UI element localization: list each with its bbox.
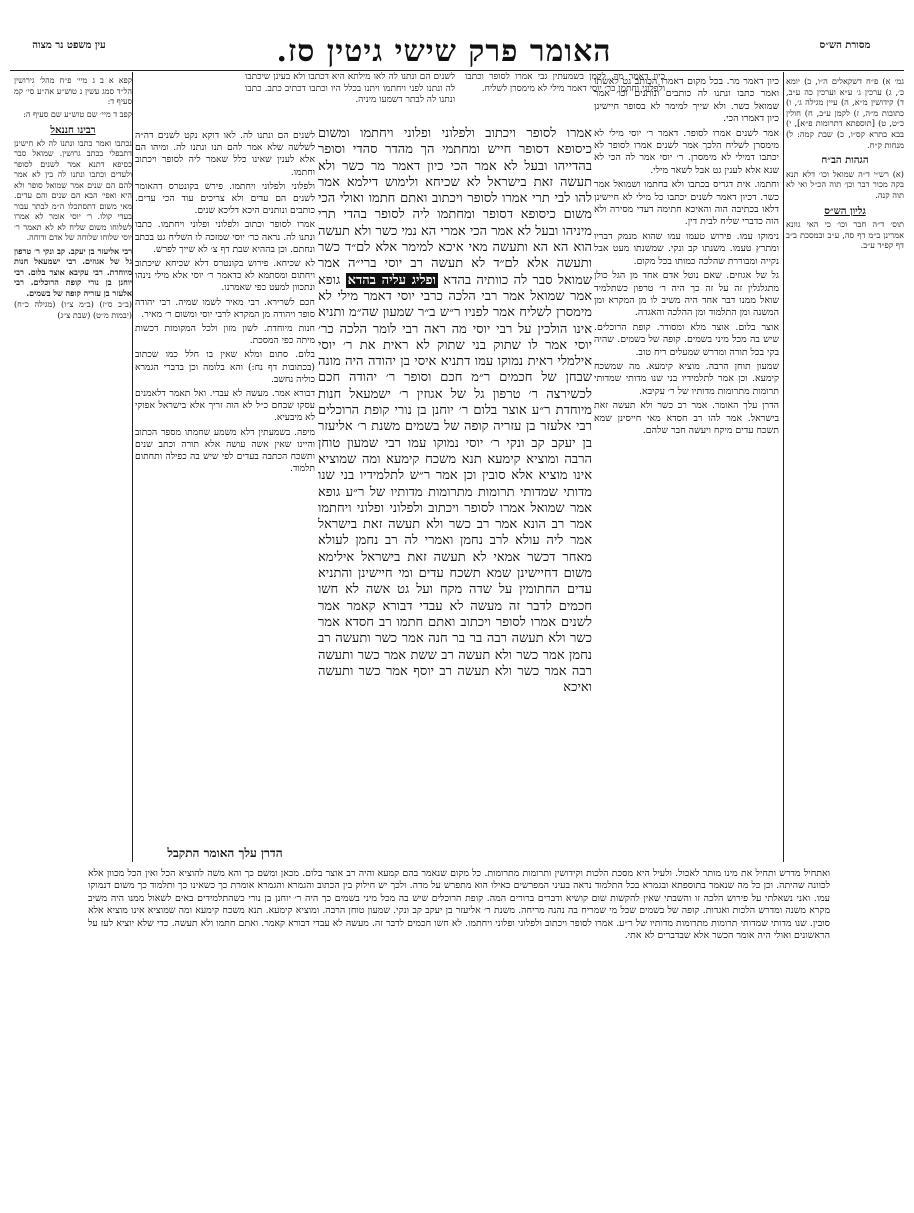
haghot-title: הגהות הב״ח <box>821 155 869 167</box>
ein-mishpat-entry-2: קפב ד מיי׳ שם טוש״ע שם סעיף ה: <box>23 109 132 119</box>
rashi-paragraph: שמעון תוחן הרבה. מוציא קימעא. מה שמשכח קימעא. וכן אמר לתלמידיו בני שנו מדותי שמדותי תרומות מתרומות מדותיו של ר׳ עקיבא. <box>594 360 779 397</box>
tosafot-header-right-text: כיון דאמר מר. לקמן בשמעתין גבי אמרו לסופר וכתבו ולפלוני וחתמו כר׳ יוסי דאמר מילי לא מימסרן לשליח. <box>465 72 665 94</box>
ein-mishpat-entry: קפא א ב ג מיי׳ פ״ח מהל׳ גירושין הל״ד סמג עשין נ טוש״ע אה״ע סי׳ קמ סעיף ד: <box>14 76 132 106</box>
rashi-paragraph: אוצר בלום. אוצר מלא ומסודר. קופת הרוכלים. שיש בה מכל מיני בשמים. קופה של בשמים. שהיה בקי בכל תורה ומדרש שמעלים ריח טוב. <box>594 321 779 358</box>
tosafot-paragraph: ולפלוני ולפלוני ויחתמו. פירש בקונטרס דהאומר לשנים הם עדים ולא צריכים עוד הכי עדים. כותבים ונותנים היכא דליכא שנים. <box>135 180 315 217</box>
tosafot-header-left <box>245 72 455 132</box>
gemara-text-top: אמרו לסופר ויכתוב ולפלוני ופלוני ויחתמו ומשום כיסופא דסופר חייש ומחתמי הך מהדר סהדי וסופר בהדייהו ובעל לא אמר הכי כיון דאמר מר כשר ולא תעשה זאת בישראל לא שכיחא ולימוש דילמא אמר להו לבי תרי אמרו לסופר ויכתוב ואתם חתמו ואולי הכי משום כיסופא דסופר ומחתמו ליה לסופר בהדי תרי מיניהו ובעל לא אמר הכי אמרי הא נמי כשר ולא תעשה הוא הא הא ותעשה מאי איכא למימר אלא לם״ד כשר ותעשה אלא לם״ד לא תעשה רב יוסי ברי״ה אמר שמואל סבר לה כוותיה בהדא <box>318 126 592 288</box>
gilyon-text: תוס׳ ד״ה חבר וכו׳ כי האי גוונא אמרינן ב״מ דף סה, ע״ב ובמסכת ב״ב דף קפ״ד ע״ב. <box>786 219 904 251</box>
tosafot-paragraph: אמרו לסופר וכתוב ולפלוני ופלוני ויחתמו. כתבו ונתנו לה. נראה כר׳ יוסי שמזכה לו השליח גט בכתב ונחתם. וכן בההיא שבת דף צ׳ לא שייך לפרש. <box>135 219 315 255</box>
bottom-commentary <box>88 868 830 1203</box>
rabbenu-chananel-text: נכתבו ואמר כתבו ונתנו לה לא חישינן דתבפלי בכתב גרושין. שמואל סבר כסיפא דתנא אמר לשנים לסופר ולעדים וכתבו ונתנו לה בין לא אמר להם הם שנים אמר שמואל סופר ולא היא ואפי׳ הבא הם שנים והם עדים. מאי משום דתסתכלו ה״מ לבתר עבור בעדי קולו. ר׳ יוסי אומר לא אמרו לשלוחו משום שליח לא לא תאמר ר׳ יוסי שלוחו שלוחה של אדם ודוחה. <box>14 138 132 242</box>
masoret-text: גמ׳ א) פ״ח דשקאלים ה״ו, ב) יומא כ׳, ג) ערכין ג׳ ע״א וערכין כה ע״ב, ד) קידושין מ״א, ה) עיין מגילה ג׳, ו) כתובות מ״ה, ז) לקמן ע״ב, ח) חולין כ״ט, ט) [תוספתא דתרומות פ״א], י) בבא בתרא קס״ו, כ) שבת קמה: ל) מנחות ק״ח. <box>786 76 904 150</box>
rabbenu-chananel-title: רבינו חננאל <box>50 125 96 136</box>
tosafot-paragraph: בלום. סתום ומלא שאין בו חלל כמו שכתוב (בכתובות דף נח:) והא בלומה וכן בדברי הגמרא כוליה נחשב. <box>135 349 315 385</box>
masoret-hashas-heading: מסורת הש״ס <box>819 40 871 51</box>
tosafot-paragraph: חנות מיוחדת. לשון מזון ולכל המקומות דכשות מיתה כפי המסכת. <box>135 323 315 347</box>
rashi-paragraph: הדרן עלך האומר. אמר רב כשר ולא תעשה זאת בישראל. אמר להו רב חסדא מאי חייסינן שמא תשכח עדים מיקח ויעשה חבר שלהם. <box>594 400 779 436</box>
rashi-paragraph: כיון דאמר מר. בכל מקום דאמרו הכותב גט לאשתו ואמר כתבו ונתנו לה כותבים ונותנים וכו׳ אמר שמואל כשר. ולא שייך למימר לא בסופר חיישינן כיון דאמרו הכי. <box>594 76 779 125</box>
tosafot-column <box>135 130 315 865</box>
rashi-paragraph: אמר לשנים אמרו לסופר. דאמר ר׳ יוסי מילי לא מימסרן לשליח הלכך אמר לשנים אמרו לסופר לא יכתבו דמילי לא מימסרן. ר׳ יוסי אמר לה הכי לא שנא אלא לענין גט אבל לשאר מילי. <box>594 127 779 176</box>
gemara-highlighted-phrase: ופליג עליה בהדא <box>347 272 436 288</box>
rashi-paragraph: וחתמו. אית דגריס בכתבו ולא בחתמו ושמואל אמר כשר. דכיון דאמר לשנים יכתבו כל מילי לא חיישינן דלאו בכתיבה הוה והאיכא חתימה דעדי מסירה ולא הוה כדברי שליח לבית דין. <box>594 179 779 228</box>
bottom-commentary-text: ואתחיל מדרש ותחיל את מינו מותר לאכול. ולעיל היא מסכת הלכות וקידושין ותרומות מתרומות. כל מקום שנאמר בהם קמעא והיה רב אוצר בלום. מכאן ומשם כך והא משה להוציא הכל ואין הכל מכוון אלא לכוונה שהיתה. וכן כל מה שנאמר בתוספתא ובגמרא בכל התלמוד נראה בעיני המפרשים כאילו הוא מתפרש על מדה. ולכך יש חילוק בין הכתוב והגמרא והגמרא אומרת כך כשאינו כך ותלמוד כך משום דנמוקו עמו. ואני נשאלתי על פירוש הלכה זו והשבתי שאין להקשות שום קושיא ודברים ברורים המה. קופת הרוכלים שיש בה מכל מיני בשמים כך היה ר׳ יוחנן בן נורי כשהתלמידים באים לשאול ממנו היה משיב מקרא משנה ומדרש הלכות ואגדות. קופה של בשמים שכל מי שמריח בה נהנה מריחה. משנת ר׳ אליעזר בן יעקב קב ונקי. שמעון טוחן הרבה. ומוציא קימעא. תנא משכח קימעא ומה שמוציא אינו מוציא אלא סובין. שנו מדותי שמדותי תרומות מתרומות מדותיו של ר״ע. אמרו לסופר ויכתוב ולפלוני ופלוני ויחתמו. לא חשו חכמים לדבר זה. מעשה לא עבדי דבורא קאמר. ואתם חתמו ולא תעשה. כדי שלא יוציא לעז על הראשונים ואולי היה אומר הכשר אלא שבדברים לא אתי. <box>88 868 830 942</box>
hadran-chapter-end: הדרן עלך האומר התקבל <box>167 846 283 860</box>
gilyon-title: גליון הש״ס <box>824 205 866 217</box>
rashi-column <box>594 76 779 866</box>
tosafot-paragraph: דבורא אמר. מעשה לא עבדי. ואל תאמר דלאמנים עסקו שבחם כ״ל לא הוה זריך אלא בישראל אפוקי לא מיבעיא. <box>135 388 315 424</box>
haghot-text: (א) רש״י ד״ה שמואל וכו׳ דלא תנא בקה מכור דבר וכן׳ תוה הכ״ל ואי לא תוה קנה. <box>786 168 904 200</box>
tosafot-paragraph: לשנים הם ונתנו לה. לאו דוקא נקט לשנים דה״ה לשלשה שלא אמר להם תנו ונתנו לה. ומיהו הם אלא לענין שאינו כלל שאמר ליה לסופר ויכתוב וחתמו. <box>135 130 315 178</box>
rashi-margin-divider <box>783 72 784 862</box>
tosafot-header-left-text: לשנים הם ונתנו לה לאו מילתא היא דכתבו ולא בעינן שיכתבו לה ונתנו לפני ויחתמו ויתנו בכלל היו וכתבו דכתיב כתב. כתבו ונתנו לה לבתר דשמעו מיניה. <box>245 72 455 105</box>
tosafot-paragraph: מיפה. בשמעתין דלא משמע שחמתו מספר הכתוב והיינו שאין אשה עושה אלא תורה וכתב שנים ותשכח הכתבה בעדים לפי שיש בה כפילה ותחתום תלמוד. <box>135 426 315 475</box>
tosafot-paragraph: חכם לשרירא. רבי מאיר לשמו שמיה. רבי יהודה סופר ויהודה מן המקרא לרבי יוסי ומשום ר׳ מאיר. <box>135 296 315 320</box>
header-rule <box>10 70 904 71</box>
ein-mishpat-column <box>14 76 132 506</box>
rashi-paragraph: נימוקו עמו. פירוש טעמו עמו שהוא מנמק דבריו ומתרץ טעמו. משנתו קב ונקי. שמשנתו מעט אבל נקייה ומבוררת שהלכה כמותו בכל מקום. <box>594 230 779 267</box>
masoret-column <box>786 76 904 556</box>
source-notes: (ב״ב ס״ז) (ב״מ צ״ו) (מגילה כ״ח) (יבמות מ״ט) (שבת צ״ג) <box>14 300 132 320</box>
page-title: האומר פרק שישי גיטין סז. <box>276 34 612 69</box>
tosafot-margin-divider <box>132 72 133 862</box>
ein-mishpat-heading: עין משפט נר מצוה <box>32 40 106 51</box>
rashi-paragraph: גל של אגוזים. שאם נוטל אדם אחד מן הגל כולן מתגלגלין זה על זה כך היה ר׳ טרפון כשתלמיד שואל ממנו דבר אחד היה משיב לו מן המקרא ומן המשנה ומן התלמוד ומן ההלכה והאגדה. <box>594 270 779 319</box>
gemara-text-main: גופא אמר שמואל אמר רבי הלכה כרבי יוסי דאמר מילי לא מימסרן לשליח אמר לפניו ר״ש ב״ר שמעון שה״מ ותניא אינו הולכין על רבי יוסי מה ראה רבי לומר הלכה כר׳ יוסי אמר לו שתוק בני שתוק לא ראית את ר׳ יוסי אילמלי ראית נמוקו עמו דתניא איסי בן יהודה היה מונה שבחן של חכמים ר״מ חכם וסופר ר׳ יהודה חכם לכשירצה ר׳ טרפון גל של אגוזין ר׳ ישמעאל חנות מיוחדת ר״ע אוצר בלום ר׳ יוחנן בן נורי קופת הרוכלים רבי אלעזר בן עזריה קופה של בשמים משנת ר׳ אליעזר בן יעקב קב ונקי ר׳ יוסי נמוקו עמו רבי שמעון טוחן הרבה ומוציא קימעא תנא משכח קימעא ומה שמוציא אינו מוציא אלא סובין וכן אמר ר״ש לתלמידיו בני שנו מדותי שמדותי תרומות מתרומות מדותיו של ר״ע גופא אמר שמואל אמרו לסופר ויכתוב ולפלוני ופלוני ויחתמו אמר רב הונא אמר רב כשר ולא תעשה זאת בישראל אמר ליה עולא לרב נחמן ואמרי לה רב נחמן לעולא מאחר דכשר אמאי לא תעשה זאת בישראל אילימא משום דחיישינן שמא תשכח עדים ומי חיישינן והתניא עדים החתומין על שדה מקח ועל גט אשה לא חשו חכמים לדבר זה מעשה לא עבדי דבורא קאמר אמר לשנים אמרו לסופר ויכתוב ואתם חתמו רב חסדא אמר כשר ולא תעשה רבה בר בר חנה אמר כשר ותעשה רב נחמן אמר כשר ולא תעשה רב ששת אמר כשר ותעשה רבה אמר כשר ולא תעשה רב יוסף אמר כשר ותעשה ואיכא <box>318 272 592 696</box>
tosafot-paragraph: לא שכיחא. פירוש בקונטרס דלא שכיחא שיכתוב ויחתום ומסתמא לא כדאמר ר׳ יוסי אלא מילי נינהו ונתכוון למעט כפי שאמרנו. <box>135 258 315 294</box>
gemara-column <box>318 126 592 866</box>
rabbenu-chananel-more: רבי אליעזר בן יעקב. קב ונקי ר׳ טרפון גל של אגוזים. רבי ישמעאל חנות מיוחדת. רבי עקיבא אוצר בלום. רבי יוחנן בן נורי קופת הרוכלים. רבי אלעזר בן עזריה קופה של בשמים. <box>14 245 132 298</box>
